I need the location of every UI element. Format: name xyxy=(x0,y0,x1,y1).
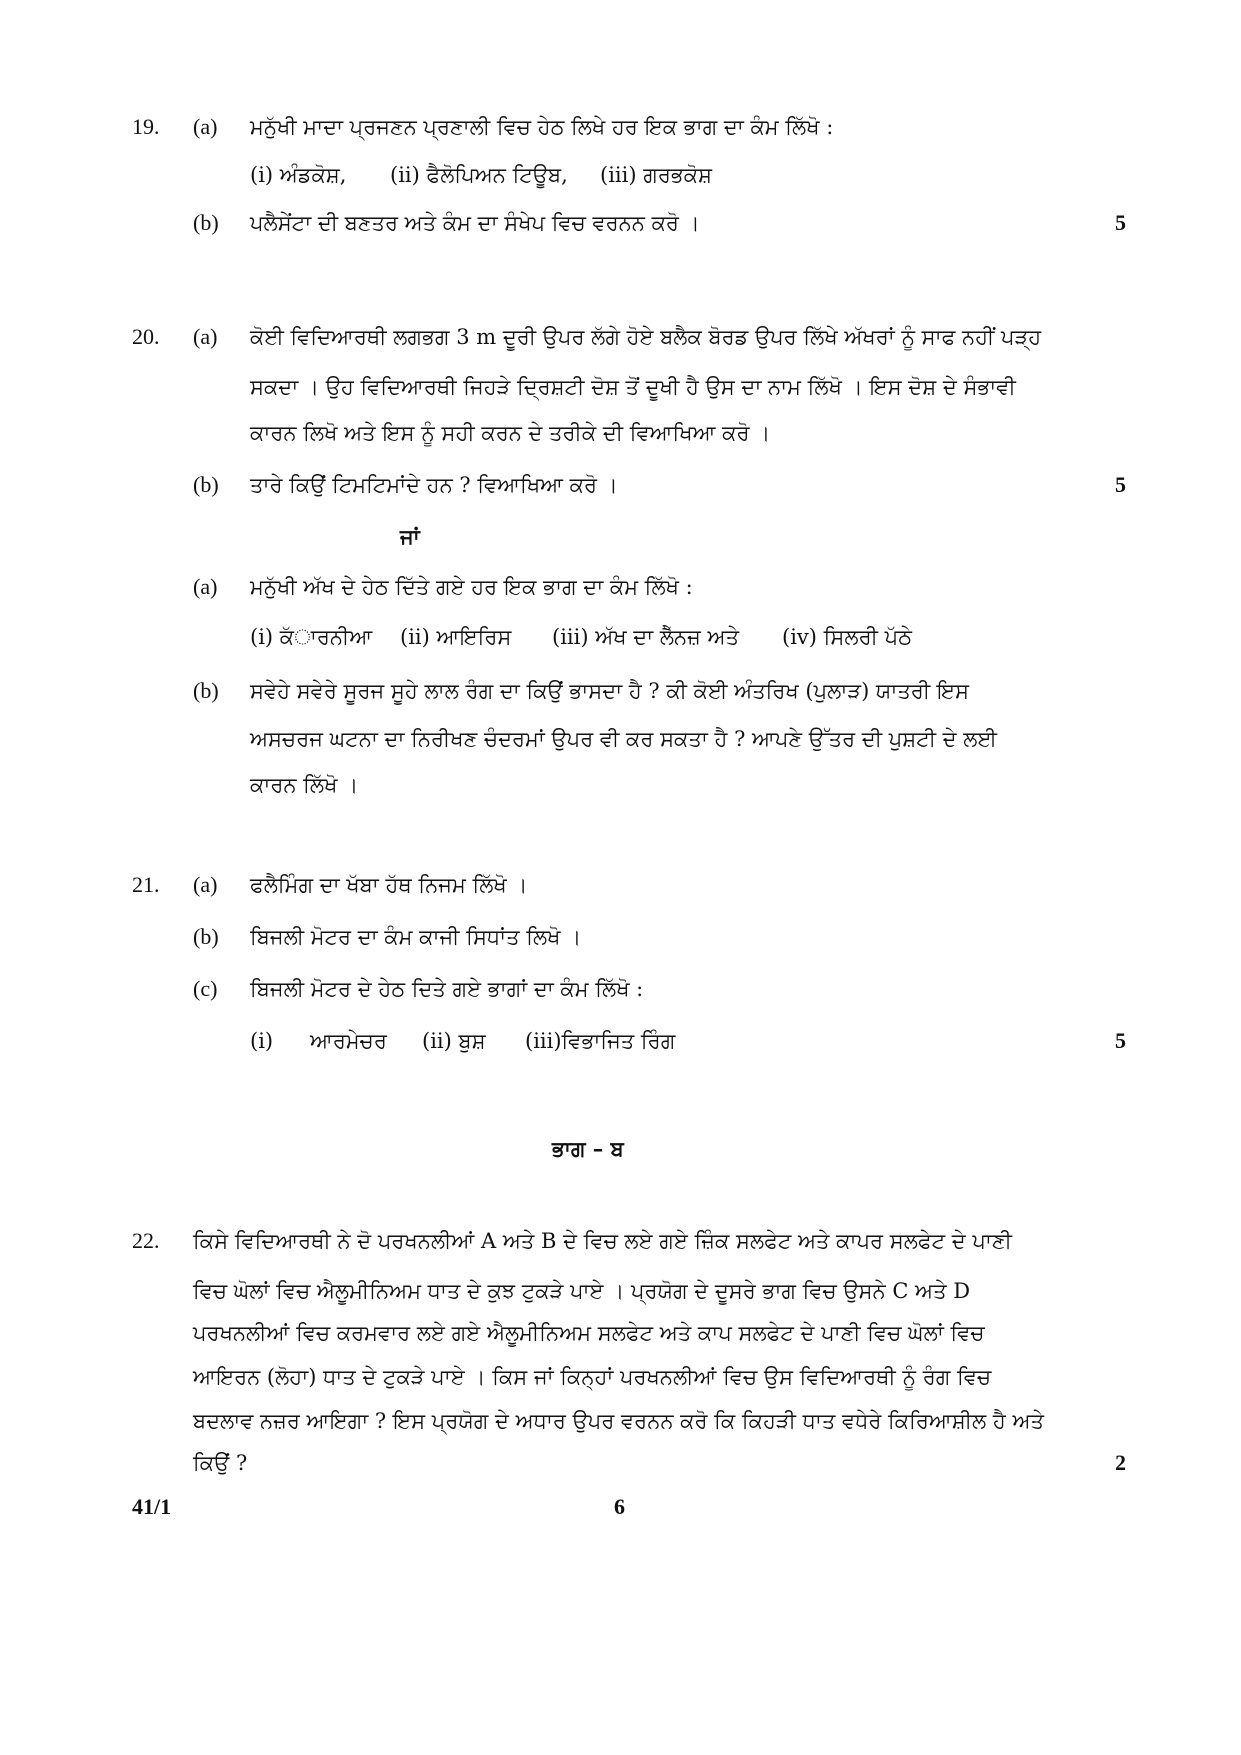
question-text: ਵਿਚ ਘੋਲਾਂ ਵਿਚ ਐਲੂਮੀਨਿਅਮ ਧਾਤ ਦੇ ਕੁਝ ਟੁਕੜੇ ਪਾਏ । ਪ੍ਰਯੋਗ ਦੇ ਦੂਸਰੇ ਭਾਗ ਵਿਚ ਉਸਨੇ C ਅਤੇ D xyxy=(193,1279,971,1303)
marks: 5 xyxy=(1115,472,1126,497)
question-text: ਕਿਉਂ ? xyxy=(193,1451,248,1475)
question-text: ਬਿਜਲੀ ਮੋਟਰ ਦੇ ਹੇਠ ਦਿਤੇ ਗਏ ਭਾਗਾਂ ਦਾ ਕੰਮ ਲਿੱਖੋ : xyxy=(250,977,644,1001)
part-label: (b) xyxy=(193,210,219,235)
question-text: ਸਵੇਹੇ ਸਵੇਰੇ ਸੂਰਜ ਸੂਹੇ ਲਾਲ ਰੰਗ ਦਾ ਕਿਉਂ ਭਾਸਦਾ ਹੈ ? ਕੀ ਕੋਈ ਅੰਤਰਿਖ (ਪੁਲਾੜ) ਯਾਤਰੀ ਇਸ xyxy=(250,679,970,703)
question-text: ਪਲੈਸੇਂਟਾ ਦੀ ਬਣਤਰ ਅਤੇ ਕੰਮ ਦਾ ਸੰਖੇਪ ਵਿਚ ਵਰਨਨ ਕਰੋ । xyxy=(250,211,700,235)
question-text: ਆਇਰਨ (ਲੋਹਾ) ਧਾਤ ਦੇ ਟੁਕੜੇ ਪਾਏ । ਕਿਸ ਜਾਂ ਕਿਨ੍ਹਾਂ ਪਰਖਨਲੀਆਂ ਵਿਚ ਉਸ ਵਿਦਿਆਰਥੀ ਨੂੰ ਰੰਗ ਵਿਚ xyxy=(193,1365,992,1389)
option-item: (i) ਅੰਡਕੋਸ਼, xyxy=(250,163,347,187)
marks: 5 xyxy=(1115,1028,1126,1053)
question-text: ਤਾਰੇ ਕਿਉਂ ਟਿਮਟਿਮਾਂਦੇ ਹਨ ? ਵਿਆਖਿਆ ਕਰੋ । xyxy=(250,473,618,497)
question-text: ਕਾਰਨ ਲਿਖੋ ਅਤੇ ਇਸ ਨੂੰ ਸਹੀ ਕਰਨ ਦੇ ਤਰੀਕੇ ਦੀ ਵਿਆਖਿਆ ਕਰੋ । xyxy=(250,421,771,445)
part-label: (a) xyxy=(193,324,218,349)
option-item: (ii) ਫੈਲੋਪਿਅਨ ਟਿਊਬ, xyxy=(390,163,568,187)
option-item: (ii) ਆਇਰਿਸ xyxy=(400,625,512,649)
part-label: (a) xyxy=(193,574,218,599)
question-text: ਸਕਦਾ । ਉਹ ਵਿਦਿਆਰਥੀ ਜਿਹੜੇ ਦ੍ਰਿਸ਼ਟੀ ਦੋਸ਼ ਤੋਂ ਦੂਖੀ ਹੈ ਉਸ ਦਾ ਨਾਮ ਲਿੱਖੋ । ਇਸ ਦੋਸ਼ ਦੇ ਸੰਭਾਵੀ xyxy=(250,375,1016,399)
question-number: 19. xyxy=(132,114,160,139)
option-item: (iii)ਵਿਭਾਜਿਤ ਰਿੰਗ xyxy=(525,1029,676,1053)
page-number: 6 xyxy=(614,1494,625,1519)
part-label: (b) xyxy=(193,678,219,703)
question-text: ਪਰਖਨਲੀਆਂ ਵਿਚ ਕਰਮਵਾਰ ਲਏ ਗਏ ਐਲੂਮੀਨਿਅਮ ਸਲਫੇਟ ਅਤੇ ਕਾਪ ਸਲਫੇਟ ਦੇ ਪਾਣੀ ਵਿਚ ਘੋਲਾਂ ਵਿਚ xyxy=(193,1321,985,1345)
part-label: (a) xyxy=(193,872,218,897)
question-text: ਬਿਜਲੀ ਮੋਟਰ ਦਾ ਕੰਮ ਕਾਜੀ ਸਿਧਾਂਤ ਲਿਖੋ । xyxy=(250,925,582,949)
question-number: 20. xyxy=(132,324,160,349)
part-label: (a) xyxy=(193,114,218,139)
question-text: ਮਨੁੱਖੀ ਅੱਖ ਦੇ ਹੇਠ ਦਿੱਤੇ ਗਏ ਹਰ ਇਕ ਭਾਗ ਦਾ ਕੰਮ ਲਿੱਖੋ : xyxy=(250,575,693,599)
paper-code: 41/1 xyxy=(132,1494,172,1519)
option-item: ਆਰਮੇਚਰ xyxy=(310,1029,387,1053)
question-text: ਮਨੁੱਖੀ ਮਾਦਾ ਪ੍ਰਜਣਨ ਪ੍ਰਣਾਲੀ ਵਿਚ ਹੇਠ ਲਿਖੇ ਹਰ ਇਕ ਭਾਗ ਦਾ ਕੰਮ ਲਿੱਖੋ : xyxy=(250,115,834,139)
part-label: (b) xyxy=(193,472,219,497)
option-item: (i) ਕੱਾਰਨੀਆ xyxy=(250,625,373,649)
option-item: (iii) ਅੱਖ ਦਾ ਲੈੱਨਜ਼ ਅਤੇ xyxy=(552,625,740,649)
question-text: ਕੋਈ ਵਿਦਿਆਰਥੀ ਲਗਭਗ 3 m ਦੂਰੀ ਉਪਰ ਲੱਗੇ ਹੋਏ ਬਲੈਕ ਬੋਰਡ ਉਪਰ ਲਿੱਖੇ ਅੱਖਰਾਂ ਨੂੰ ਸਾਫ ਨਹੀਂ ਪੜ੍ਹ xyxy=(250,325,1042,349)
option-item: (i) xyxy=(250,1029,274,1053)
question-text: ਫਲੈਮਿੰਗ ਦਾ ਖੱਬਾ ਹੱਥ ਨਿਜਮ ਲਿੱਖੋ । xyxy=(250,873,528,897)
or-separator: ਜਾਂ xyxy=(400,524,420,549)
part-label: (c) xyxy=(193,976,218,1001)
section-heading: ਭਾਗ – ਬ xyxy=(552,1136,624,1161)
question-text: ਕਿਸੇ ਵਿਦਿਆਰਥੀ ਨੇ ਦੋ ਪਰਖਨਲੀਆਂ A ਅਤੇ B ਦੇ ਵਿਚ ਲਏ ਗਏ ਜ਼ਿੰਕ ਸਲਫੇਟ ਅਤੇ ਕਾਪਰ ਸਲਫੇਟ ਦੇ ਪਾਣੀ xyxy=(193,1229,1012,1253)
question-number: 21. xyxy=(132,872,160,897)
option-item: (iv) ਸਿਲਰੀ ਪੱਠੇ xyxy=(782,625,912,649)
marks: 2 xyxy=(1115,1450,1126,1475)
question-text: ਕਾਰਨ ਲਿੱਖੋ । xyxy=(250,773,359,797)
option-item: (ii) ਬੁਸ਼ xyxy=(422,1029,486,1053)
question-text: ਅਸਚਰਜ ਘਟਨਾ ਦਾ ਨਿਰੀਖਣ ਚੰਦਰਮਾਂ ਉਪਰ ਵੀ ਕਰ ਸਕਤਾ ਹੈ ? ਆਪਣੇ ਉੱਤਰ ਦੀ ਪੁਸ਼ਟੀ ਦੇ ਲਈ xyxy=(250,727,997,751)
part-label: (b) xyxy=(193,924,219,949)
option-item: (iii) ਗਰਭਕੋਸ਼ xyxy=(600,163,713,187)
question-text: ਬਦਲਾਵ ਨਜ਼ਰ ਆਇਗਾ ? ਇਸ ਪ੍ਰਯੋਗ ਦੇ ਅਧਾਰ ਉਪਰ ਵਰਨਨ ਕਰੋ ਕਿ ਕਿਹੜੀ ਧਾਤ ਵਧੇਰੇ ਕਿਰਿਆਸ਼ੀਲ ਹੈ ਅਤੇ xyxy=(193,1409,1044,1433)
question-number: 22. xyxy=(132,1228,160,1253)
marks: 5 xyxy=(1115,210,1126,235)
